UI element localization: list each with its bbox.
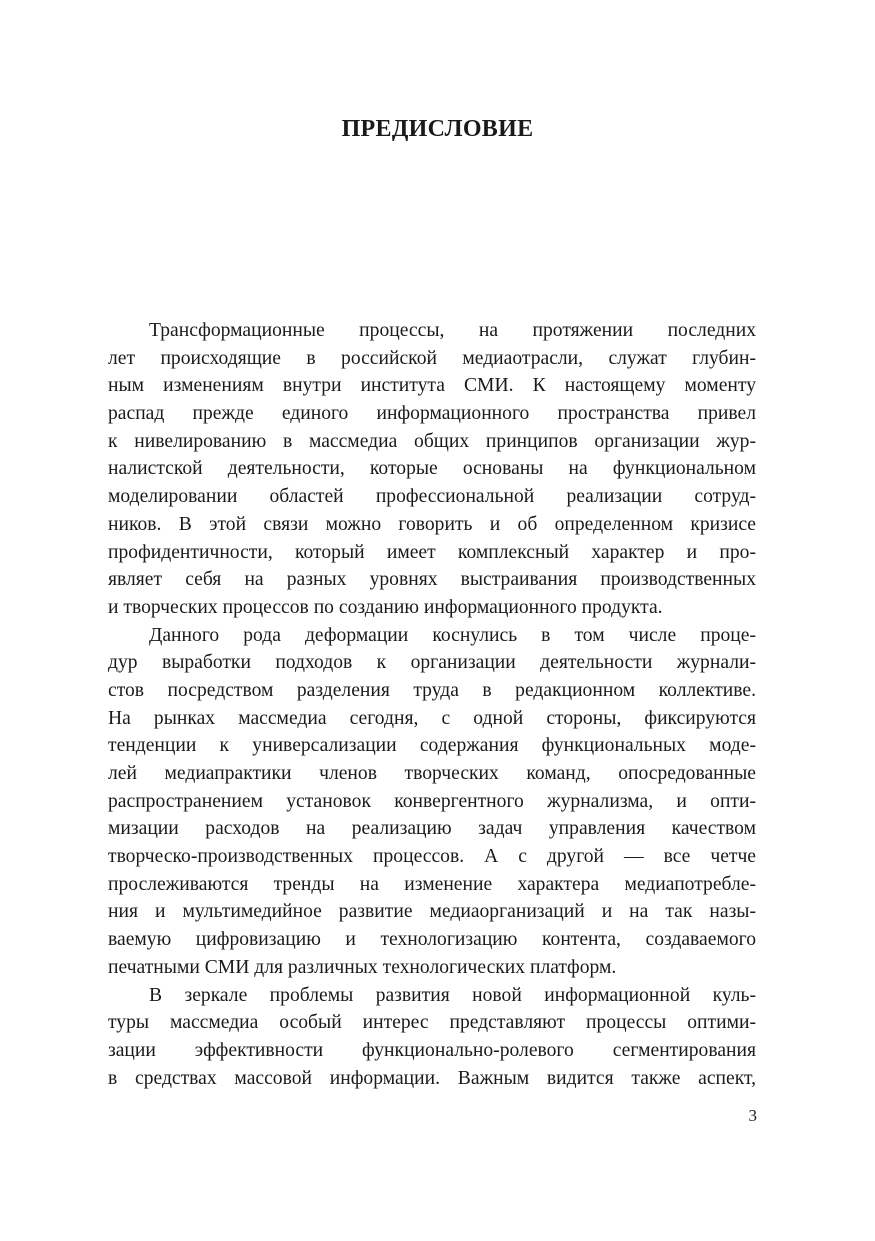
text-line: печатными СМИ для различных технологических платформ. <box>108 956 617 978</box>
text-line: к нивелированию в массмедиа общих принципов организации жур- <box>108 430 756 452</box>
text-line: Данного рода деформации коснулись в том числе проце- <box>149 624 756 646</box>
text-line: налистской деятельности, которые основаны на функциональном <box>108 458 756 480</box>
text-line: распад прежде единого информационного пространства привел <box>108 403 756 425</box>
paragraph <box>108 317 756 622</box>
page-number: 3 <box>748 1106 757 1125</box>
paragraph <box>108 622 756 982</box>
text-line: ников. В этой связи можно говорить и об определенном кризисе <box>108 513 756 535</box>
text-line: творческо-производственных процессов. А с другой — все четче <box>108 846 756 868</box>
text-line: моделировании областей профессиональной реализации сотруд- <box>108 486 756 508</box>
text-line: В зеркале проблемы развития новой информационной куль- <box>149 984 756 1006</box>
text-line: и творческих процессов по созданию информационного продукта. <box>108 596 663 618</box>
text-line: прослеживаются тренды на изменение характера медиапотребле- <box>108 873 756 895</box>
text-line: в средствах массовой информации. Важным видится также аспект, <box>108 1067 756 1089</box>
text-line: мизации расходов на реализацию задач управления качеством <box>108 818 756 840</box>
text-line: туры массмедиа особый интерес представляют процессы оптими- <box>108 1012 756 1034</box>
text-line: дур выработки подходов к организации деятельности журнали- <box>108 652 756 674</box>
paragraph <box>108 982 756 1093</box>
text-line: распространением установок конвергентного журнализма, и опти- <box>108 790 756 812</box>
text-line: стов посредством разделения труда в редакционном коллективе. <box>108 679 756 701</box>
text-line: Трансформационные процессы, на протяжении последних <box>149 320 756 341</box>
body-text <box>108 317 756 1092</box>
page-title: ПРЕДИСЛОВИЕ <box>341 116 534 142</box>
text-line: ным изменениям внутри института СМИ. К настоящему моменту <box>108 375 756 397</box>
text-line: лей медиапрактики членов творческих команд, опосредованные <box>108 763 756 784</box>
text-line: На рынках массмедиа сегодня, с одной стороны, фиксируются <box>108 707 756 729</box>
text-line: ния и мультимедийное развитие медиаорганизаций и на так назы- <box>108 901 756 923</box>
text-line: профидентичности, который имеет комплексный характер и про- <box>108 541 756 563</box>
text-line: ваемую цифровизацию и технологизацию контента, создаваемого <box>108 929 756 951</box>
text-line: лет происходящие в российской медиаотрасли, служат глубин- <box>108 347 756 369</box>
text-line: зации эффективности функционально-ролевого сегментирования <box>108 1039 756 1061</box>
text-line: тенденции к универсализации содержания функциональных моде- <box>108 735 756 757</box>
text-line: являет себя на разных уровнях выстраивания производственных <box>108 569 756 591</box>
